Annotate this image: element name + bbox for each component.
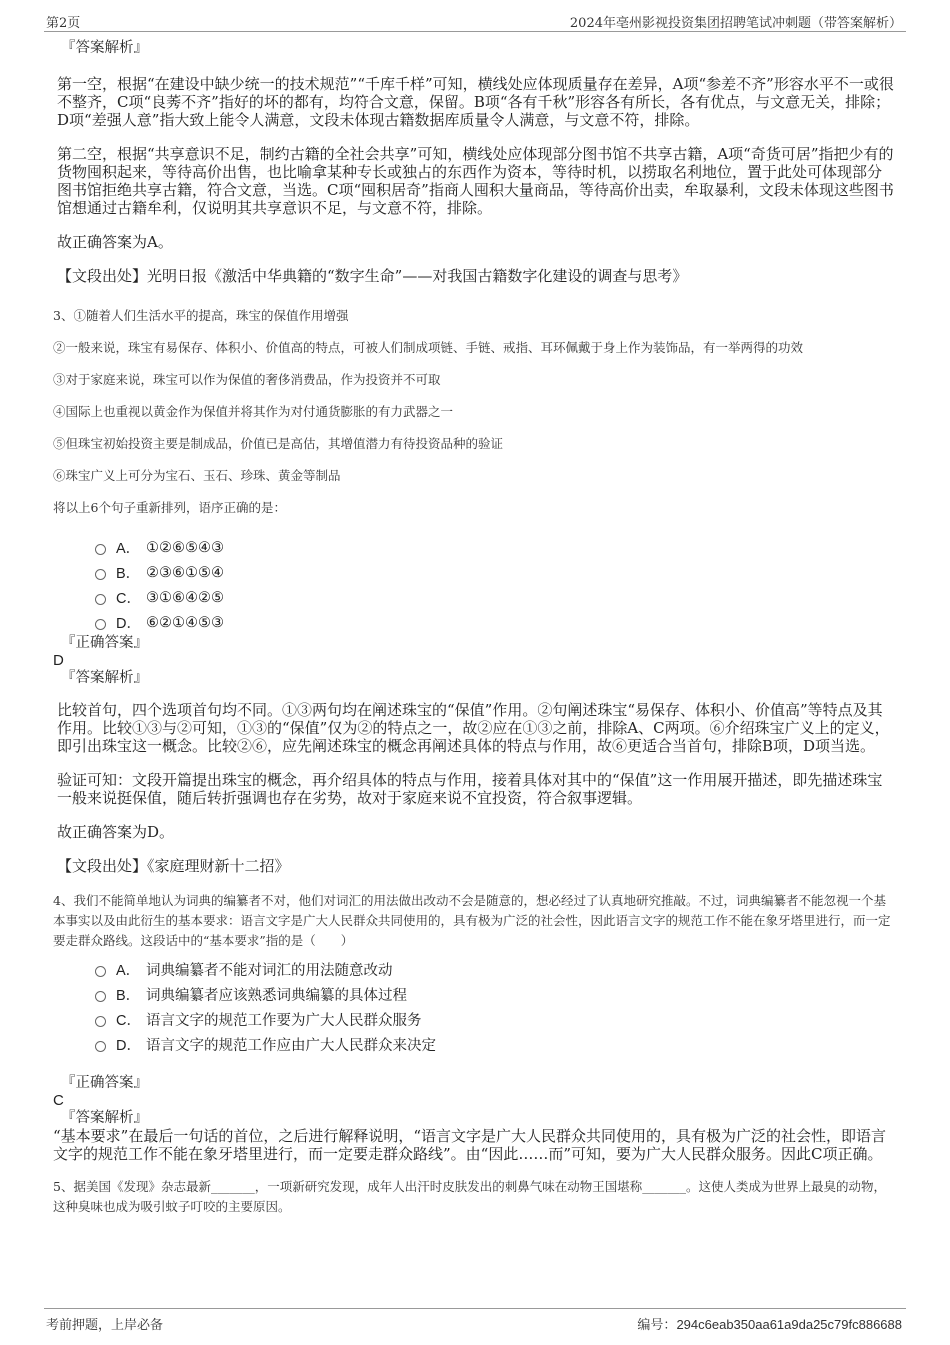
radio-button-icon[interactable]	[95, 594, 106, 605]
q2-analysis-para1: 第一空，根据“在建设中缺少统一的技术规范”“千库千样”可知，横线处应体现质量存在差异，A项“参差不齐”形容水平不一或很不整齐，C项“良莠不齐”指好的坏的都有，均符合文意，保留。B项“各有千秋”形容各有所长，各有优点，与文意无关，排除；D项“差强人意”指大致上能令人满意，文段未体现古籍数据库质量令人满意，与文意不符，排除。	[57, 75, 894, 129]
radio-button-icon[interactable]	[95, 544, 106, 555]
q5-stem: 5、据美国《发现》杂志最新_______，一项新研究发现，成年人出汗时皮肤发出的刺鼻气味在动物王国堪称_______。这使人类成为世界上最臭的动物，这种臭味也成为吸引蚊子叮咬的主要原因。	[53, 1179, 886, 1214]
q4-stem: 4、我们不能简单地认为词典的编纂者不对，他们对词汇的用法做出改动不会是随意的，想必经过了认真地研究推敲。不过，词典编纂者不能忽视一个基本事实以及由此衍生的基本要求：语言文字是广大人民群众共同使用的，具有极为广泛的社会性，因此语言文字的规范工作不能在象牙塔里进行，而一定要走群众路线。这段话中的“基本要求”指的是（ ）	[53, 893, 891, 948]
q3-line-4: ④国际上也重视以黄金作为保值并将其作为对付通货膨胀的有力武器之一	[53, 404, 454, 419]
q3-conclusion: 故正确答案为D。	[57, 823, 175, 841]
footer-divider	[44, 1308, 906, 1309]
q3-options	[95, 535, 895, 635]
q2-source: 【文段出处】光明日报《激活中华典籍的“数字生命”——对我国古籍数字化建设的调查与思考》	[57, 267, 688, 285]
q3-option-a[interactable]: A． ①②⑥⑤④③	[95, 535, 895, 560]
q4-option-c[interactable]: C． 语言文字的规范工作要为广大人民群众服务	[95, 1007, 895, 1032]
page-number: 第2页	[46, 16, 81, 31]
code-label: 编号：	[637, 1318, 677, 1333]
question-3	[53, 307, 895, 875]
q3-line-2: ②一般来说，珠宝有易保存、体积小、价值高的特点，可被人们制成项链、手链、戒指、耳环佩戴于身上作为装饰品，有一举两得的功效	[53, 340, 804, 355]
code-value: 294c6eab350aa61a9da25c79fc886688	[676, 1317, 902, 1332]
q4-analysis-label: 『答案解析』	[61, 1110, 148, 1126]
q3-line-5: ⑤但珠宝初始投资主要是制成品，价值已是高估，其增值潜力有待投资品种的验证	[53, 436, 504, 451]
q4-answer-label: 『正确答案』	[61, 1075, 148, 1091]
q3-line-1: 3、①随着人们生活水平的提高，珠宝的保值作用增强	[53, 308, 349, 323]
question-5	[53, 1177, 895, 1217]
document-code	[637, 1314, 902, 1333]
page-footer	[0, 1308, 950, 1344]
footer-slogan: 考前押题，上岸必备	[46, 1318, 164, 1333]
radio-button-icon[interactable]	[95, 1041, 106, 1052]
radio-button-icon[interactable]	[95, 991, 106, 1002]
q3-answer-label: 『正确答案』	[61, 635, 148, 651]
q4-answer: C	[53, 1092, 64, 1109]
page-content	[53, 40, 895, 1217]
q2-analysis-label: 『答案解析』	[61, 40, 148, 56]
q3-analysis-para1: 比较首句，四个选项首句均不同。①③两句均在阐述珠宝的“保值”作用。②句阐述珠宝“易保存、体积小、价值高”等特点及其作用。比较①③与②可知，①③的“保值”仅为②的特点之一，故②应在①③之前，排除A、C两项。⑥介绍珠宝广义上的定义，即引出珠宝这一概念。比较②⑥，应先阐述珠宝的概念再阐述具体的特点与作用，故⑥更适合当首句，排除B项，D项当选。	[57, 701, 890, 755]
q4-option-d[interactable]: D． 语言文字的规范工作应由广大人民群众来决定	[95, 1032, 895, 1057]
document-title: 2024年亳州影视投资集团招聘笔试冲刺题（带答案解析）	[569, 16, 902, 31]
q3-analysis-para2: 验证可知：文段开篇提出珠宝的概念，再介绍具体的特点与作用，接着具体对其中的“保值”这一作用展开描述，即先描述珠宝一般来说挺保值，随后转折强调也存在劣势，故对于家庭来说不宜投资，符合叙事逻辑。	[57, 771, 883, 807]
q3-instruction: 将以上6个句子重新排列，语序正确的是：	[53, 500, 286, 515]
q3-source: 【文段出处】《家庭理财新十二招》	[57, 857, 290, 875]
q3-answer: D	[53, 652, 64, 669]
q4-option-a[interactable]: A． 词典编纂者不能对词汇的用法随意改动	[95, 957, 895, 982]
radio-button-icon[interactable]	[95, 569, 106, 580]
q2-conclusion: 故正确答案为A。	[57, 233, 173, 251]
q4-analysis: “基本要求”在最后一句话的首位，之后进行解释说明，“语言文字是广大人民群众共同使用的，具有极为广泛的社会性，即语言文字的规范工作不能在象牙塔里进行，而一定要走群众路线”。由“因此……而”可知，要为广大人民群众服务。因此C项正确。	[53, 1127, 887, 1163]
q3-option-d[interactable]: D． ⑥②①④⑤③	[95, 610, 895, 635]
radio-button-icon[interactable]	[95, 966, 106, 977]
page-header	[0, 0, 950, 30]
q3-line-6: ⑥珠宝广义上可分为宝石、玉石、珍珠、黄金等制品	[53, 468, 341, 483]
q4-option-b[interactable]: B． 词典编纂者应该熟悉词典编纂的具体过程	[95, 982, 895, 1007]
q2-analysis-para2: 第二空，根据“共享意识不足，制约古籍的全社会共享”可知，横线处应体现部分图书馆不共享古籍，A项“奇货可居”指把少有的货物囤积起来，等待高价出售，也比喻拿某种专长或独占的东西作为资本，等待时机，以捞取名利地位，置于此处可体现部分图书馆拒绝共享古籍，符合文意，当选。C项“囤积居奇”指商人囤积大量商品，等待高价出卖，牟取暴利，文段未体现这些图书馆想通过古籍牟利，仅说明其共享意识不足，与文意不符，排除。	[57, 145, 894, 217]
q3-option-c[interactable]: C． ③①⑥④②⑤	[95, 585, 895, 610]
q3-line-3: ③对于家庭来说，珠宝可以作为保值的奢侈消费品，作为投资并不可取	[53, 372, 441, 387]
q3-option-b[interactable]: B． ②③⑥①⑤④	[95, 560, 895, 585]
header-divider	[44, 31, 906, 32]
radio-button-icon[interactable]	[95, 1016, 106, 1027]
radio-button-icon[interactable]	[95, 619, 106, 630]
q4-options	[95, 957, 895, 1057]
question-4	[53, 891, 895, 1163]
q3-analysis-label: 『答案解析』	[61, 670, 148, 686]
